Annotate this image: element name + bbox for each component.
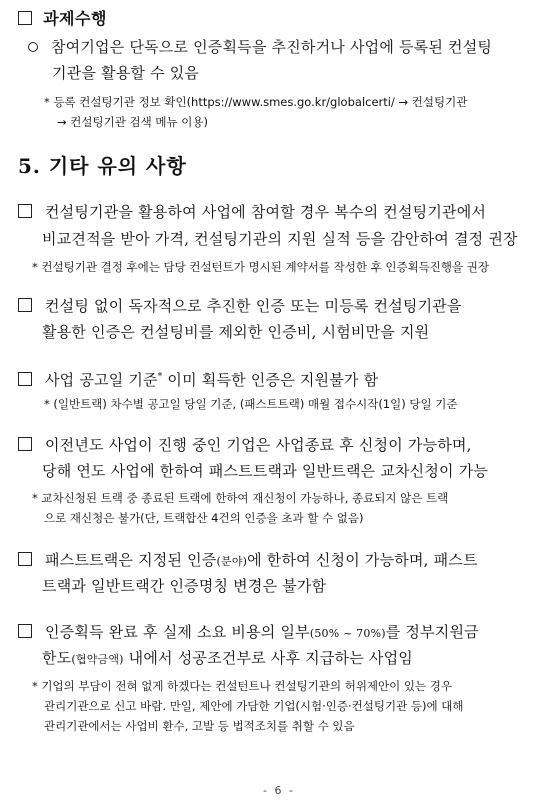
item-line-small: (50% ~ 70%) <box>309 627 386 640</box>
list-item <box>18 292 462 320</box>
item-note: 관리기관으로 신고 바람. 만일, 제안에 가담한 기업(시험·인증·컨설팅기관 등)에 대해 <box>44 699 464 713</box>
item-line-part: 한도 <box>42 649 72 667</box>
item-note: * 기업의 부담이 전혀 없게 하겠다는 컨설턴트나 컨설팅기관의 허위제안이 있는 경우 <box>32 679 453 693</box>
item-line: 트랙과 일반트랙간 인증명칭 변경은 불가함 <box>42 577 327 595</box>
item-line-small: (협약금액) <box>71 653 124 666</box>
task-note-line2: → 컨설팅기관 검색 메뉴 이용) <box>57 115 208 129</box>
item-note: 관리기관에서는 사업비 환수, 고발 등 법적조치를 취할 수 있음 <box>44 719 355 733</box>
item-line-part: 를 정부지원금 <box>385 623 479 641</box>
checkbox-square-icon <box>18 624 32 638</box>
item-note: * 교차신청된 트랙 중 종료된 트랙에 한하여 재신청이 가능하나, 종료되지 않은 트랙 <box>32 491 449 505</box>
checkbox-square-icon <box>18 437 32 451</box>
checkbox-square-icon <box>18 204 32 218</box>
item-line-part: 에 한하여 신청이 가능하며, 패스트 <box>247 551 478 569</box>
list-item <box>18 431 472 459</box>
item-line: 컨설팅 없이 독자적으로 추진한 인증 또는 미등록 컨설팅기관을 <box>44 297 462 315</box>
item-line <box>42 644 413 674</box>
item-line-part: 내에서 성공조건부로 사후 지급하는 사업임 <box>123 649 413 667</box>
item-line-part: 패스트트랙은 지정된 인증 <box>44 551 217 569</box>
checkbox-square-icon <box>18 552 32 566</box>
item-line: 비교견적을 받아 가격, 컨설팅기관의 지원 실적 등을 감안하여 결정 권장 <box>42 230 518 248</box>
item-note: 으로 재신청은 불가(단, 트랙합산 4건의 인증을 초과 할 수 없음) <box>44 511 364 525</box>
list-item <box>18 198 486 226</box>
section-title: 5. 기타 유의 사항 <box>18 154 187 178</box>
page-number: - 6 - <box>263 784 295 797</box>
checkbox-square-icon <box>18 372 32 386</box>
item-note: * 컨설팅기관 결정 후에는 담당 컨설턴트가 명시된 계약서를 작성한 후 인증획득진행을 권장 <box>32 260 489 274</box>
item-note: * (일반트랙) 차수별 공고일 당일 기준, (패스트트랙) 매월 접수시작(1일) 당일 기준 <box>44 397 458 411</box>
item-line-part: 이미 획득한 인증은 지원불가 함 <box>162 371 379 389</box>
task-heading-row <box>18 6 107 29</box>
item-line: 이전년도 사업이 진행 중인 기업은 사업종료 후 신청이 가능하며, <box>44 436 472 454</box>
task-item-line1: 참여기업은 단독으로 인증획득을 추진하거나 사업에 등록된 컨설팅 <box>50 38 493 56</box>
checkbox-square-icon <box>18 11 32 25</box>
task-item-line2: 기관을 활용할 수 있음 <box>52 64 200 82</box>
footnote-marker: * <box>157 372 163 382</box>
item-line-part: 인증획득 완료 후 실제 소요 비용의 일부 <box>44 623 310 641</box>
checkbox-square-icon <box>18 298 32 312</box>
item-line-small: (분야) <box>216 555 248 568</box>
task-note-line1: * 등록 컨설팅기관 정보 확인(https://www.smes.go.kr/globalcerti/ → 컨설팅기관 <box>44 95 468 109</box>
task-item <box>28 33 492 61</box>
list-item <box>18 363 378 394</box>
item-line-part: 사업 공고일 기준 <box>44 371 158 389</box>
task-heading: 과제수행 <box>43 9 107 28</box>
item-line: 활용한 인증은 컨설팅비를 제외한 인증비, 시험비만을 지원 <box>42 323 430 341</box>
item-line: 당해 연도 사업에 한하여 패스트트랙과 일반트랙은 교차신청이 가능 <box>42 462 489 480</box>
circle-bullet-icon <box>28 42 38 52</box>
item-line: 컨설팅기관을 활용하여 사업에 참여할 경우 복수의 컨설팅기관에서 <box>44 203 487 221</box>
